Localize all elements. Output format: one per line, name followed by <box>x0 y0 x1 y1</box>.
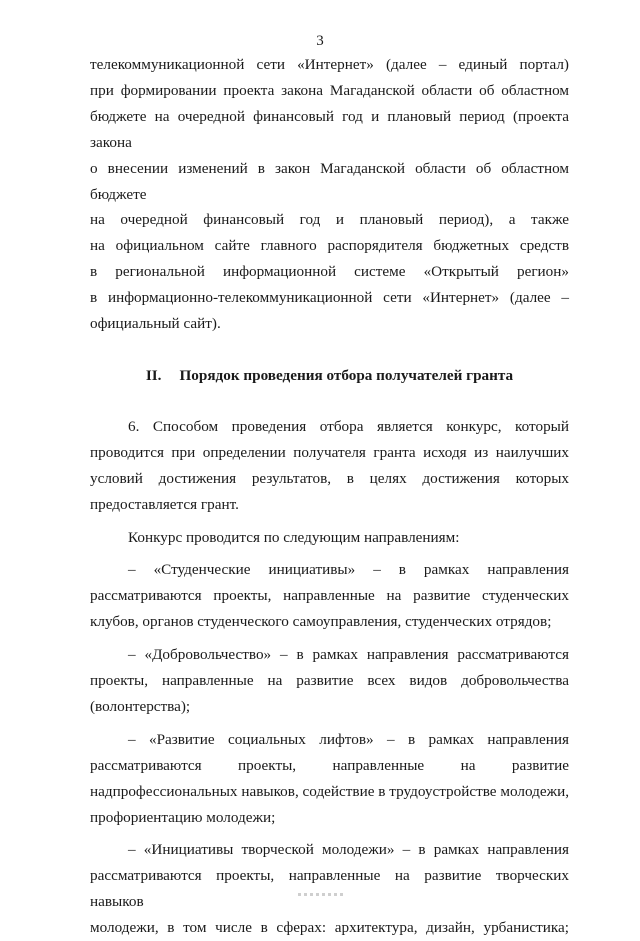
direction-social-lifts <box>90 727 569 831</box>
text-line: – «Студенческие инициативы» – в рамках направления <box>128 561 569 579</box>
section-heading <box>90 363 569 389</box>
text-line: при формировании проекта закона Магаданской области об областном <box>90 81 569 99</box>
scan-artifact <box>0 893 640 905</box>
text-line: официальный сайт). <box>90 315 221 333</box>
text-line: условий достижения результатов, в целях достижения которых <box>90 469 569 487</box>
text-line: – «Инициативы творческой молодежи» – в рамках направления <box>128 841 569 859</box>
document-body <box>90 52 569 941</box>
text-line: – «Добровольчество» – в рамках направления рассматриваются <box>128 646 569 664</box>
text-line: рассматриваются проекты, направленные на развитие <box>90 756 569 774</box>
direction-volunteering <box>90 642 569 720</box>
text-line: о внесении изменений в закон Магаданской области об областном бюджете <box>90 159 569 203</box>
text-line: Конкурс проводится по следующим направлениям: <box>128 528 460 546</box>
text-line: проекты, направленные на развитие всех видов добровольчества <box>90 672 569 690</box>
text-line: молодежи, в том числе в сферах: архитектура, дизайн, урбанистика; <box>90 919 569 937</box>
direction-student-initiatives <box>90 557 569 635</box>
direction-creative-youth <box>90 837 569 941</box>
text-line: на официальном сайте главного распорядителя бюджетных средств <box>90 237 569 255</box>
text-line: бюджете на очередной финансовый год и плановый период (проекта закона <box>90 107 569 151</box>
text-line: в информационно-телекоммуникационной сети «Интернет» (далее – <box>90 289 569 307</box>
directions-intro <box>90 525 569 551</box>
text-line: надпрофессиональных навыков, содействие в трудоустройстве молодежи, <box>90 782 569 800</box>
section-title: Порядок проведения отбора получателей гранта <box>179 366 514 384</box>
page-number: 3 <box>316 33 324 49</box>
text-line: телекоммуникационной сети «Интернет» (далее – единый портал) <box>90 56 569 73</box>
paragraph-6 <box>90 414 569 518</box>
text-line: профориентацию молодежи; <box>90 808 276 826</box>
text-line: 6. Способом проведения отбора является конкурс, который <box>128 417 569 435</box>
text-line: клубов, органов студенческого самоуправления, студенческих отрядов; <box>90 613 552 631</box>
text-line: рассматриваются проекты, направленные на развитие студенческих <box>90 587 569 605</box>
text-line: рассматриваются проекты, направленные на развитие творческих навыков <box>90 867 569 911</box>
text-line: в региональной информационной системе «Открытый регион» <box>90 263 569 281</box>
intro-paragraph <box>90 52 569 337</box>
text-line: (волонтерства); <box>90 697 191 715</box>
text-line: на очередной финансовый год и плановый период), а также <box>90 211 569 229</box>
text-line: предоставляется грант. <box>90 495 239 513</box>
text-line: – «Развитие социальных лифтов» – в рамках направления <box>128 730 569 748</box>
section-number: II. <box>145 366 162 384</box>
text-line: проводится при определении получателя гранта исходя из наилучших <box>90 443 569 461</box>
